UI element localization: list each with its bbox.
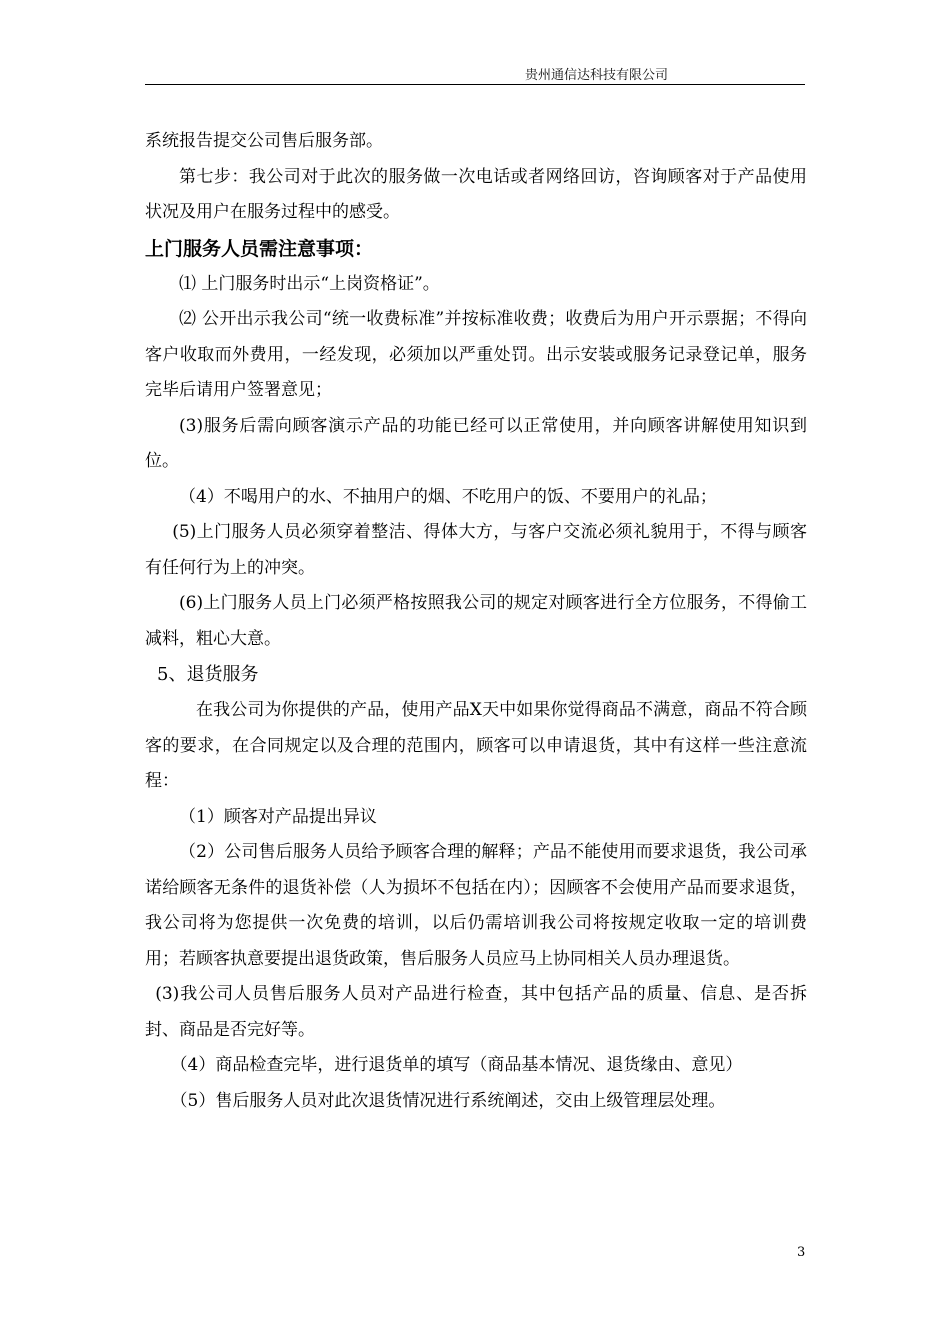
document-body — [145, 124, 807, 1119]
heading-return-service: 5、退货服务 — [157, 664, 259, 685]
return-step-5: （5）售后服务人员对此次退货情况进行系统阐述，交由上级管理层处理。 — [170, 1090, 726, 1111]
note-item-3: (3)服务后需向顾客演示产品的功能已经可以正常使用，并向顾客讲解使用知识到位。 — [145, 415, 807, 471]
header-company-name: 贵州通信达科技有限公司 — [524, 68, 668, 83]
paragraph-return-intro: 在我公司为你提供的产品，使用产品X天中如果你觉得商品不满意，商品不符合顾客的要求，在合同规定以及合理的范围内，顾客可以申请退货，其中有这样一些注意流程： — [145, 700, 807, 791]
return-step-4: （4）商品检查完毕，进行退货单的填写（商品基本情况、退货缘由、意见） — [170, 1055, 743, 1075]
note-item-1: ⑴ 上门服务时出示“上岗资格证”。 — [179, 273, 440, 294]
note-item-5: (5)上门服务人员必须穿着整洁、得体大方，与客户交流必须礼貌用于，不得与顾客有任何行为上的冲突。 — [145, 522, 807, 578]
note-item-2: ⑵ 公开出示我公司“统一收费标准”并按标准收费；收费后为用户开示票据；不得向客户收取而外费用，一经发现，必须加以严重处罚。出示安装或服务记录登记单，服务完毕后请用户签署意见； — [145, 309, 807, 400]
note-item-4: （4）不喝用户的水、不抽用户的烟、不吃用户的饭、不要用户的礼品； — [179, 486, 717, 507]
paragraph-system-report: 系统报告提交公司售后服务部。 — [145, 131, 383, 151]
heading-service-notes: 上门服务人员需注意事项： — [145, 237, 374, 260]
return-step-3: (3)我公司人员售后服务人员对产品进行检查，其中包括产品的质量、信息、是否拆封、商品是否完好等。 — [145, 984, 807, 1040]
paragraph-step7: 第七步：我公司对于此次的服务做一次电话或者网络回访，咨询顾客对于产品使用状况及用户在服务过程中的感受。 — [145, 166, 807, 222]
note-item-6: (6)上门服务人员上门必须严格按照我公司的规定对顾客进行全方位服务，不得偷工减料，粗心大意。 — [145, 593, 807, 649]
page-number: 3 — [797, 1245, 806, 1260]
header-divider — [145, 84, 805, 85]
return-step-2: （2）公司售后服务人员给予顾客合理的解释；产品不能使用而要求退货，我公司承诺给顾客无条件的退货补偿（人为损坏不包括在内）；因顾客不会使用产品而要求退货，我公司将为您提供一次免费的培训，以后仍需培训我公司将按规定收取一定的培训费用；若顾客执意要提出退货政策，售后服务人员应马上协同相关人员办理退货。 — [145, 842, 807, 969]
return-step-1: （1）顾客对产品提出异议 — [179, 806, 377, 827]
